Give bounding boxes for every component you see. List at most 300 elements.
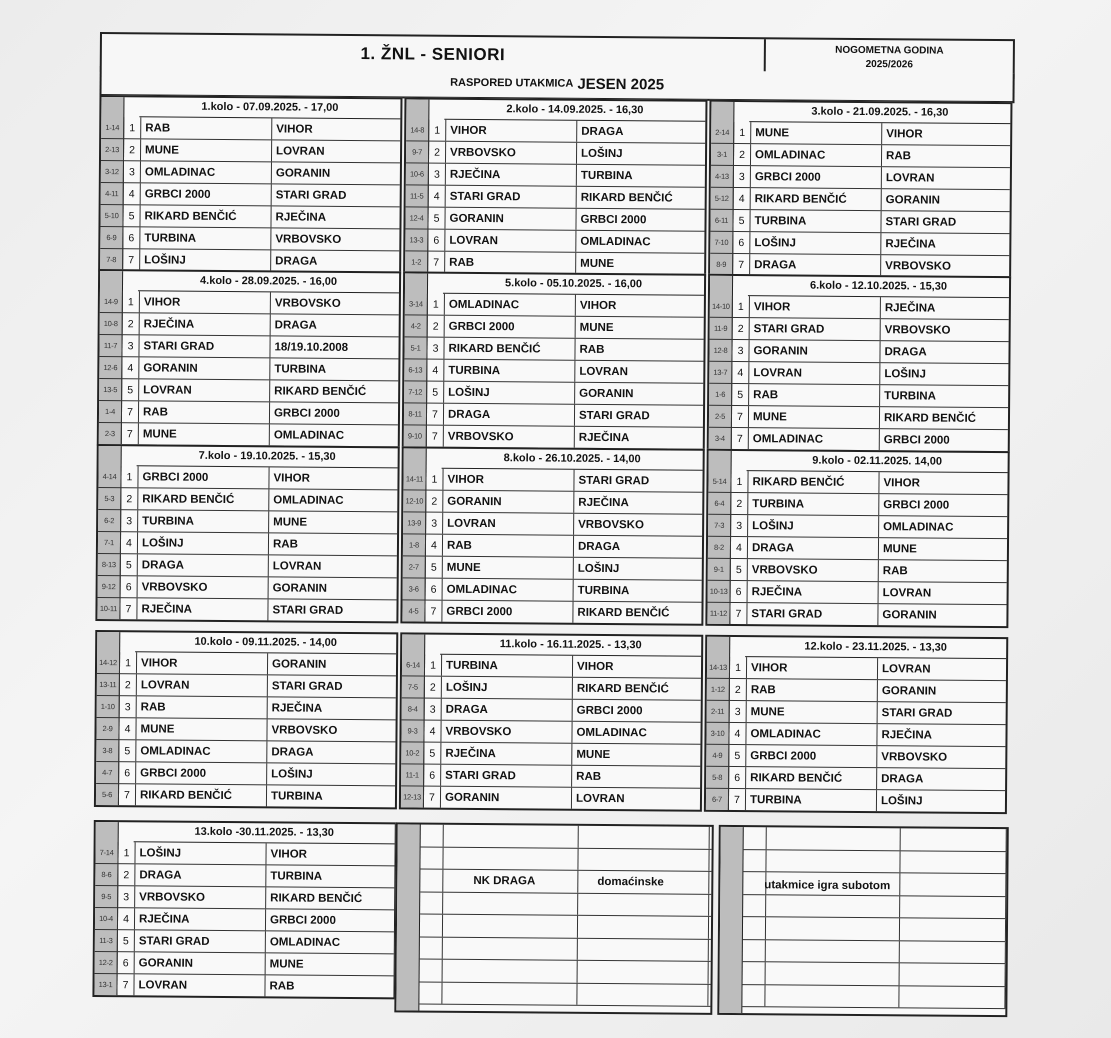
pair-label: 5-3 xyxy=(104,494,115,504)
match-number: 2 xyxy=(424,677,442,698)
match-number: 6 xyxy=(118,762,136,783)
away-team: VRBOVSKO xyxy=(274,296,341,310)
match-number: 7 xyxy=(426,426,444,447)
home-team: MUNE xyxy=(747,701,878,723)
home-team: DRAGA xyxy=(748,537,879,559)
away-team: GORANIN xyxy=(272,581,327,595)
away-team: RIKARD BENČIĆ xyxy=(270,891,363,905)
home-team: OMLADINAC xyxy=(746,723,877,745)
match-row xyxy=(707,657,1006,681)
match-number: 2 xyxy=(119,674,137,695)
away-team: MUNE xyxy=(269,957,304,971)
match-number: 4 xyxy=(731,362,749,383)
match-row xyxy=(405,315,704,339)
home-team: LOVRAN xyxy=(139,379,270,401)
pair-label: 4-7 xyxy=(102,768,113,778)
match-number: 7 xyxy=(426,404,444,425)
match-number: 4 xyxy=(733,188,751,209)
home-team: VRBOVSKO xyxy=(444,426,575,448)
season-label: NOGOMETNA GODINA xyxy=(835,44,944,57)
away-team: VRBOVSKO xyxy=(271,723,338,737)
match-number: 4 xyxy=(425,535,443,556)
match-row xyxy=(95,952,394,976)
round-title: 1.kolo - 07.09.2025. - 17,00 xyxy=(139,97,400,119)
match-number: 5 xyxy=(117,930,135,951)
pair-label: 9-10 xyxy=(407,431,422,441)
pair-label: 2-14 xyxy=(715,127,730,137)
match-row xyxy=(403,512,702,536)
pair-label: 3-1 xyxy=(717,149,728,159)
round-title: 13.kolo -30.11.2025. - 13,30 xyxy=(134,822,395,844)
pair-label: 8-9 xyxy=(716,259,727,269)
home-team: RJEČINA xyxy=(748,581,879,603)
pair-label: 6-4 xyxy=(714,498,725,508)
away-team: VRBOVSKO xyxy=(885,259,952,273)
schedule-prefix: RASPORED UTAKMICA xyxy=(450,76,574,90)
away-team: LOŠINJ xyxy=(577,562,620,575)
match-number: 6 xyxy=(728,767,746,788)
away-team: STARI GRAD xyxy=(275,188,347,202)
match-row xyxy=(98,576,397,600)
match-number: 3 xyxy=(123,161,141,182)
match-row xyxy=(708,471,1007,495)
home-team: MUNE xyxy=(443,557,574,579)
match-number: 3 xyxy=(733,166,751,187)
match-row xyxy=(709,406,1008,430)
match-number: 3 xyxy=(119,696,137,717)
round-title: 10.kolo - 09.11.2025. - 14,00 xyxy=(135,632,396,654)
home-team: STARI GRAD xyxy=(139,335,270,357)
away-team: VIHOR xyxy=(579,299,617,312)
match-row xyxy=(403,578,702,602)
away-team: VRBOVSKO xyxy=(578,518,645,531)
pair-label: 2-5 xyxy=(714,411,726,421)
match-number: 1 xyxy=(733,122,751,143)
home-team: GORANIN xyxy=(135,952,266,974)
match-number: 4 xyxy=(728,723,746,744)
match-row xyxy=(98,510,397,534)
match-row xyxy=(95,930,394,954)
pair-label: 10-4 xyxy=(99,914,113,924)
match-row xyxy=(99,379,398,403)
match-number: 7 xyxy=(728,789,746,810)
match-row xyxy=(402,654,701,678)
away-team: GORANIN xyxy=(271,657,327,671)
match-row xyxy=(406,163,705,187)
home-team: GRBCI 2000 xyxy=(445,316,576,338)
match-row xyxy=(100,227,399,251)
home-team: GRBCI 2000 xyxy=(751,166,882,188)
home-team: LOVRAN xyxy=(137,674,268,696)
match-number: 7 xyxy=(118,784,136,805)
match-row xyxy=(406,141,705,165)
pair-label: 13-11 xyxy=(99,680,117,690)
match-row xyxy=(405,207,704,231)
away-team: GORANIN xyxy=(885,193,941,207)
away-team: RAB xyxy=(272,537,298,551)
pair-label: 8-13 xyxy=(101,560,116,570)
match-number: 7 xyxy=(427,252,445,273)
match-row xyxy=(401,742,700,766)
pair-label: 9-5 xyxy=(101,892,112,902)
pair-label: 3-14 xyxy=(408,299,423,309)
away-team: GRBCI 2000 xyxy=(269,913,336,927)
home-team: TURBINA xyxy=(748,493,879,515)
away-team: LOVRAN xyxy=(881,662,931,676)
pair-label: 6-7 xyxy=(711,794,722,804)
match-row xyxy=(405,229,704,253)
match-row xyxy=(101,183,400,207)
pair-label: 8-4 xyxy=(407,704,418,714)
away-team: RJEČINA xyxy=(881,728,933,742)
match-number: 5 xyxy=(731,384,749,405)
home-team: GORANIN xyxy=(443,491,574,513)
match-number: 7 xyxy=(423,787,441,808)
pair-label: 12-8 xyxy=(713,345,728,355)
match-row xyxy=(401,764,700,788)
match-number: 7 xyxy=(116,974,134,995)
home-team: LOŠINJ xyxy=(138,532,269,554)
home-team: DRAGA xyxy=(444,404,575,426)
round-block xyxy=(704,635,1008,814)
away-team: GORANIN xyxy=(881,684,937,698)
pair-label: 9-3 xyxy=(407,726,418,736)
pair-label: 6-9 xyxy=(106,233,117,243)
away-team: DRAGA xyxy=(275,254,318,268)
home-team: OMLADINAC xyxy=(443,579,574,601)
match-number: 3 xyxy=(425,513,443,534)
match-number: 1 xyxy=(427,294,445,315)
away-team: LOŠINJ xyxy=(880,794,923,807)
pair-label: 1-10 xyxy=(100,702,115,712)
pair-label: 13-1 xyxy=(98,980,113,990)
pair-label: 11-7 xyxy=(103,341,118,351)
match-row xyxy=(709,362,1008,386)
match-number: 6 xyxy=(425,579,443,600)
home-team: DRAGA xyxy=(750,254,881,276)
pair-label: 6-2 xyxy=(104,516,115,526)
home-team: RAB xyxy=(443,535,574,557)
away-team: RJEČINA xyxy=(884,301,936,315)
home-team: OMLADINAC xyxy=(136,740,267,762)
home-team: RAB xyxy=(137,696,268,718)
away-team: STARI GRAD xyxy=(271,679,343,693)
match-number: 5 xyxy=(118,740,136,761)
match-number: 3 xyxy=(424,699,442,720)
pair-label: 10-2 xyxy=(405,748,420,758)
pair-label: 4-14 xyxy=(102,472,117,482)
away-team: RAB xyxy=(886,149,912,162)
pair-label: 4-9 xyxy=(712,750,723,760)
match-number: 1 xyxy=(424,655,442,676)
pair-label: 1-12 xyxy=(710,684,725,694)
pair-label: 12-13 xyxy=(403,792,421,802)
away-team: RAB xyxy=(579,343,605,356)
pair-label: 10-8 xyxy=(103,319,118,329)
match-row xyxy=(710,232,1009,256)
match-number: 6 xyxy=(423,765,441,786)
match-number: 3 xyxy=(426,338,444,359)
match-row xyxy=(707,679,1006,703)
match-row xyxy=(709,384,1008,408)
match-number: 2 xyxy=(117,864,135,885)
home-team: TURBINA xyxy=(442,655,573,677)
pair-label: 1-2 xyxy=(411,257,422,267)
away-team: RIKARD BENČIĆ xyxy=(577,606,670,619)
match-row xyxy=(95,864,394,888)
season-years: 2025/2026 xyxy=(865,59,913,71)
away-team: RIKARD BENČIĆ xyxy=(576,682,669,695)
home-team: VRBOVSKO xyxy=(748,559,879,581)
away-team: DRAGA xyxy=(274,318,317,332)
match-row xyxy=(708,559,1007,583)
away-team: TURBINA xyxy=(577,584,630,597)
away-team: VRBOVSKO xyxy=(275,232,342,246)
home-team: STARI GRAD xyxy=(446,186,577,208)
match-number: 7 xyxy=(121,401,139,422)
pair-label: 5-1 xyxy=(410,343,421,353)
home-team: GORANIN xyxy=(441,787,572,809)
match-number: 5 xyxy=(121,379,139,400)
pair-label: 11-9 xyxy=(714,323,728,333)
away-team: LOVRAN xyxy=(885,171,935,185)
match-row xyxy=(710,296,1009,320)
match-number: 3 xyxy=(117,886,135,907)
pair-label: 11-1 xyxy=(405,770,419,780)
match-number: 2 xyxy=(427,316,445,337)
home-team: GORANIN xyxy=(139,357,270,379)
home-team: VRBOVSKO xyxy=(138,576,269,598)
match-number: 5 xyxy=(427,208,445,229)
match-row xyxy=(404,381,703,405)
pair-label: 3-10 xyxy=(710,728,725,738)
away-team: OMLADINAC xyxy=(576,726,647,739)
pair-label: 7-5 xyxy=(407,682,418,692)
round-title: 6.kolo - 12.10.2025. - 15,30 xyxy=(748,276,1009,298)
match-number: 6 xyxy=(732,232,750,253)
match-number: 5 xyxy=(425,557,443,578)
home-team: GRBCI 2000 xyxy=(141,183,272,205)
pair-label: 7-1 xyxy=(103,538,114,548)
match-row xyxy=(96,740,395,764)
match-number: 2 xyxy=(732,318,750,339)
pair-label: 3-6 xyxy=(408,584,419,594)
pair-label: 14-12 xyxy=(99,658,117,668)
away-team: LOŠINJ xyxy=(884,367,926,380)
league-title: 1. ŽNL - SENIORI xyxy=(102,34,766,75)
match-row xyxy=(402,600,701,623)
match-number: 4 xyxy=(121,357,139,378)
match-number: 4 xyxy=(120,532,138,553)
away-team: RJEČINA xyxy=(271,701,323,715)
match-row xyxy=(403,534,702,558)
match-number: 2 xyxy=(120,488,138,509)
match-number: 7 xyxy=(731,428,749,449)
match-number: 1 xyxy=(428,120,446,141)
home-team: MUNE xyxy=(749,406,880,428)
round-title: 12.kolo - 23.11.2025. - 13,30 xyxy=(745,637,1006,659)
pair-label: 8-11 xyxy=(408,409,422,419)
match-number: 7 xyxy=(732,254,750,275)
pair-label: 13-3 xyxy=(409,235,424,245)
home-team: RIKARD BENČIĆ xyxy=(746,767,877,789)
home-team: MUNE xyxy=(136,718,267,740)
away-team: TURBINA xyxy=(270,789,323,803)
pair-label: 2-11 xyxy=(711,706,725,716)
home-team: RJEČINA xyxy=(441,743,572,765)
pair-label: 12-4 xyxy=(409,213,424,223)
pair-label: 10-13 xyxy=(709,586,728,596)
away-team: LOVRAN xyxy=(575,792,625,805)
round-title: 3.kolo - 21.09.2025. - 16,30 xyxy=(749,102,1010,124)
match-row xyxy=(401,720,700,744)
away-team: VIHOR xyxy=(276,122,313,136)
round-title: 8.kolo - 26.10.2025. - 14,00 xyxy=(442,449,703,471)
pair-label: 4-2 xyxy=(410,321,421,331)
round-title: 2.kolo - 14.09.2025. - 16,30 xyxy=(444,100,705,122)
match-number: 3 xyxy=(120,510,138,531)
home-team: GORANIN xyxy=(445,208,576,230)
pair-label: 1-4 xyxy=(104,407,116,417)
match-row xyxy=(710,210,1009,234)
pair-label: 13-5 xyxy=(103,385,118,395)
home-team: STARI GRAD xyxy=(135,930,266,952)
home-team: LOVRAN xyxy=(134,974,265,996)
home-team: RIKARD BENČIĆ xyxy=(751,188,882,210)
pair-label: 7-3 xyxy=(714,520,725,530)
match-row xyxy=(98,488,397,512)
pair-label: 14-10 xyxy=(711,301,730,311)
pair-label: 6-13 xyxy=(408,365,423,375)
away-team: LOVRAN xyxy=(882,586,932,600)
match-row xyxy=(711,144,1010,168)
away-team: DRAGA xyxy=(577,540,621,553)
away-team: VRBOVSKO xyxy=(881,750,948,764)
round-block xyxy=(705,449,1009,628)
match-number: 2 xyxy=(123,139,141,160)
away-team: MUNE xyxy=(579,321,614,334)
away-team: GORANIN xyxy=(275,166,331,180)
away-team: GRBCI 2000 xyxy=(883,498,950,512)
round-block xyxy=(707,274,1011,453)
away-team: MUNE xyxy=(576,748,611,761)
schedule-term: JESEN 2025 xyxy=(577,75,665,93)
away-team: RJEČINA xyxy=(275,210,327,224)
match-row xyxy=(404,359,703,383)
home-team: DRAGA xyxy=(135,864,266,886)
match-row xyxy=(707,603,1006,626)
away-team: GORANIN xyxy=(882,608,937,622)
match-row xyxy=(708,537,1007,561)
match-row xyxy=(99,335,398,359)
home-team: RAB xyxy=(139,401,270,423)
match-row xyxy=(99,357,398,381)
match-row xyxy=(708,515,1007,539)
match-row xyxy=(95,886,394,910)
pair-label: 5-6 xyxy=(101,790,113,800)
match-number: 3 xyxy=(730,515,748,536)
round-block xyxy=(399,632,703,811)
home-team: TURBINA xyxy=(746,789,877,811)
round-block xyxy=(92,820,396,999)
match-row xyxy=(403,468,702,492)
pair-label: 14-9 xyxy=(103,297,118,307)
match-row xyxy=(706,767,1005,791)
home-team: VIHOR xyxy=(446,120,577,142)
home-team: DRAGA xyxy=(138,554,269,576)
pair-label: 11-5 xyxy=(410,191,424,201)
match-row xyxy=(709,340,1008,364)
home-team: LOŠINJ xyxy=(750,232,881,254)
away-team: RIKARD BENČIĆ xyxy=(274,384,367,398)
pair-label: 6-11 xyxy=(714,215,729,225)
round-block xyxy=(97,269,401,448)
match-number: 5 xyxy=(423,743,441,764)
away-team: DRAGA xyxy=(881,772,924,785)
pair-label: 2-9 xyxy=(102,724,113,734)
home-team: VIHOR xyxy=(750,296,881,318)
away-team: MUNE xyxy=(580,257,615,270)
match-row xyxy=(709,428,1008,451)
match-number: 1 xyxy=(119,652,137,673)
home-team: RIKARD BENČIĆ xyxy=(140,205,271,227)
match-number: 4 xyxy=(426,360,444,381)
match-number: 5 xyxy=(732,210,750,231)
match-row xyxy=(95,842,394,866)
home-team: GRBCI 2000 xyxy=(138,466,269,488)
match-row xyxy=(406,119,705,143)
away-team: OMLADINAC xyxy=(273,493,344,507)
home-team: VRBOVSKO xyxy=(135,886,266,908)
away-team: STARI GRAD xyxy=(885,215,957,229)
match-row xyxy=(99,423,398,446)
match-row xyxy=(100,291,399,315)
round-block xyxy=(98,95,402,274)
pair-label: 9-7 xyxy=(412,147,423,157)
home-team: RIKARD BENČIĆ xyxy=(444,338,575,360)
home-team: MUNE xyxy=(751,122,882,144)
away-team: DRAGA xyxy=(271,745,314,759)
match-row xyxy=(401,786,700,809)
away-team: GRBCI 2000 xyxy=(576,704,643,717)
pair-label: 13-7 xyxy=(713,367,728,377)
match-row xyxy=(101,161,400,185)
empty-block-middle xyxy=(394,822,713,1014)
away-team: VRBOVSKO xyxy=(884,323,951,337)
match-number: 3 xyxy=(729,701,747,722)
home-team: STARI GRAD xyxy=(747,603,878,625)
home-team: LOŠINJ xyxy=(140,249,271,271)
pair-label: 5-12 xyxy=(714,193,729,203)
pair-label: 2-3 xyxy=(104,429,115,439)
match-number: 2 xyxy=(425,491,443,512)
match-row xyxy=(402,698,701,722)
match-number: 7 xyxy=(424,601,442,622)
round-block xyxy=(708,100,1012,279)
home-team: LOVRAN xyxy=(749,362,880,384)
away-team: VIHOR xyxy=(883,476,920,489)
home-note: domaćinske xyxy=(597,875,664,889)
pair-label: 5-14 xyxy=(712,476,727,486)
match-number: 5 xyxy=(728,745,746,766)
pair-label: 1-6 xyxy=(715,389,726,399)
match-number: 1 xyxy=(117,842,135,863)
away-team: RIKARD BENČIĆ xyxy=(580,191,673,205)
match-row xyxy=(706,745,1005,769)
match-number: 7 xyxy=(122,249,140,270)
home-team: RJEČINA xyxy=(140,313,271,335)
away-team: TURBINA xyxy=(270,869,323,883)
